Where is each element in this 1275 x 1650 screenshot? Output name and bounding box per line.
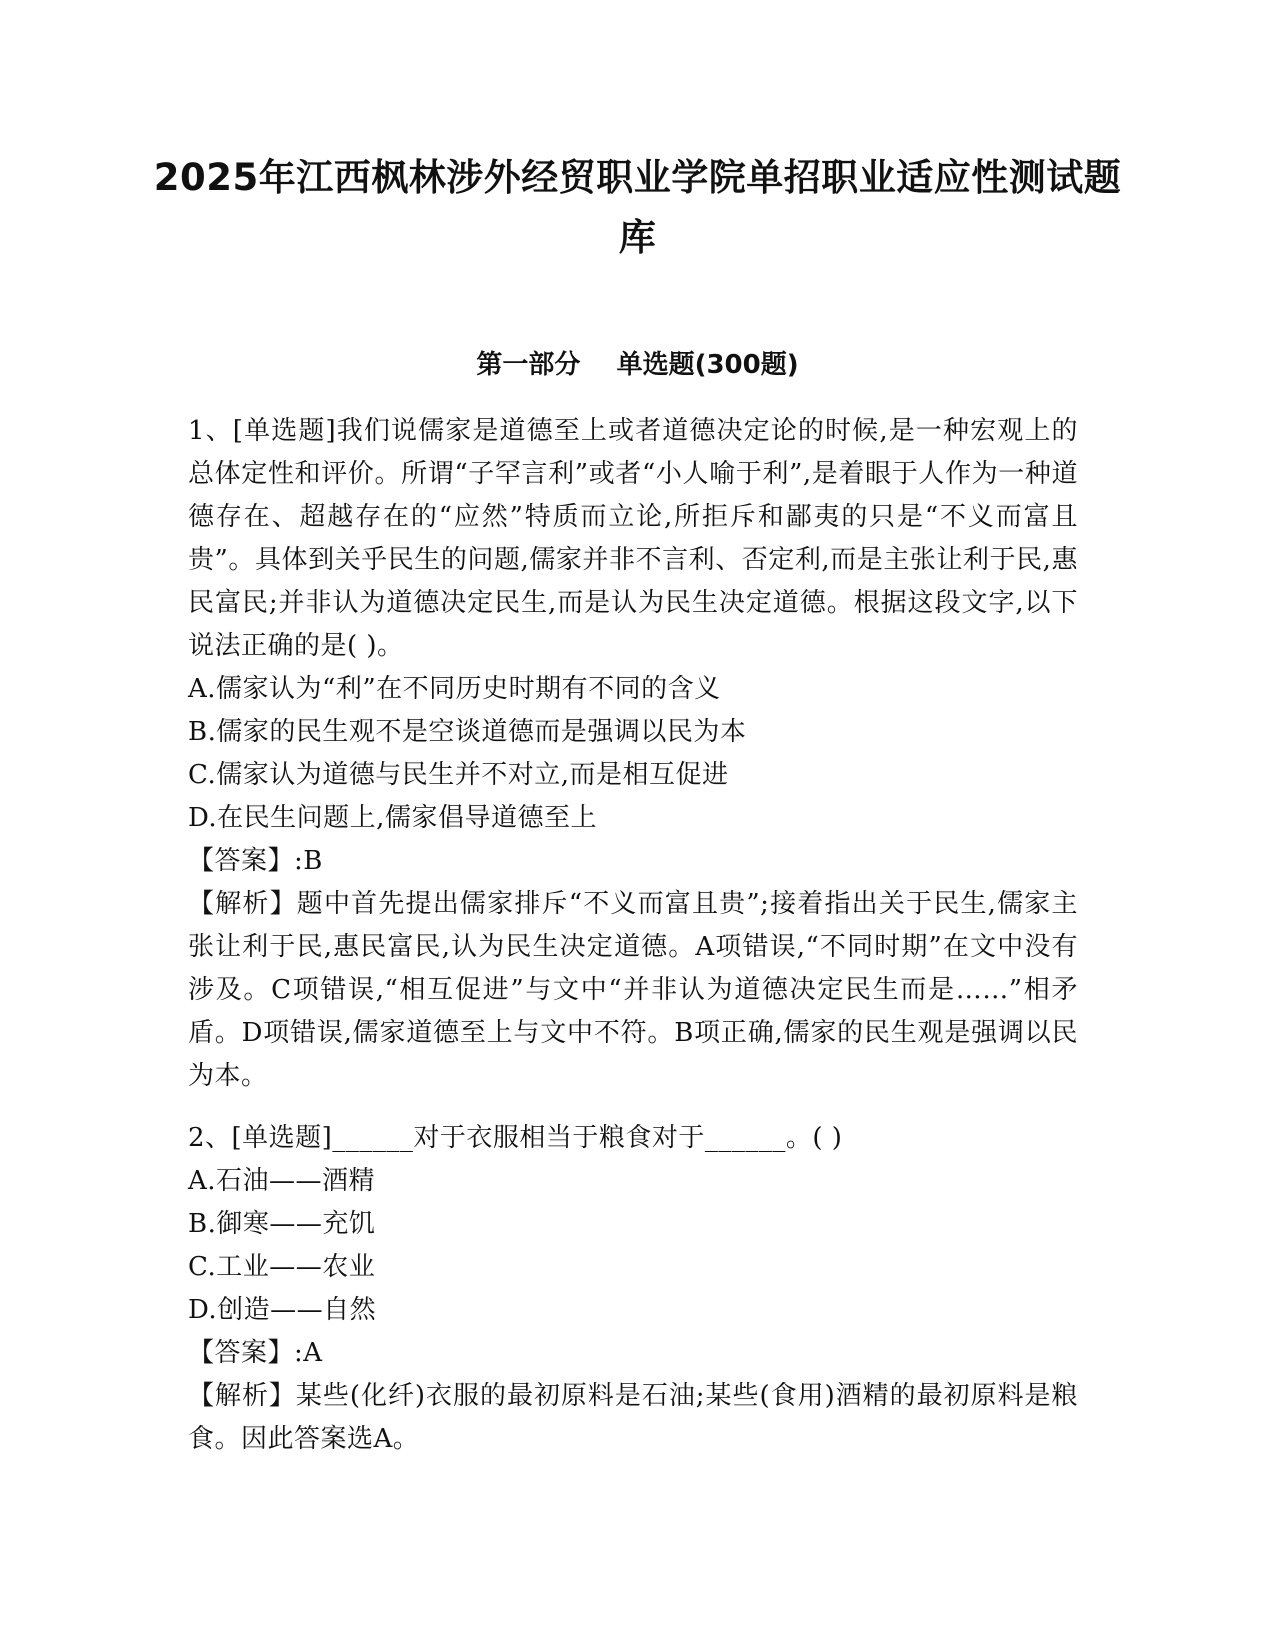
option-c: C.工业——农业 <box>188 1252 376 1282</box>
analysis: 【解析】题中首先提出儒家排斥“不义而富且贵”;接着指出关于民生,儒家主张让利于民,惠民富民,认为民生决定道德。A项错误,“不同时期”在文中没有涉及。C项错误,“相互促进”与文中“并非认为道德决定民生而是……”相矛盾。D项错误,儒家道德至上与文中不符。B项正确,儒家的民生观是强调以民为本。 <box>188 889 1078 1091</box>
option-d: D.创造——自然 <box>188 1295 377 1325</box>
answer: 【答案】:A <box>188 1338 323 1368</box>
option-b: B.儒家的民生观不是空谈道德而是强调以民为本 <box>188 717 747 747</box>
option-a: A.石油——酒精 <box>188 1166 376 1196</box>
section-title: 第一部分 单选题(300题) <box>476 350 799 380</box>
question-stem: 1、[单选题]我们说儒家是道德至上或者道德决定论的时候,是一种宏观上的总体定性和评价。所谓“子罕言利”或者“小人喻于利”,是着眼于人作为一种道德存在、超越存在的“应然”特质而立论,所拒斥和鄙夷的只是“不义而富且贵”。具体到关乎民生的问题,儒家并非不言利、否定利,而是主张让利于民,惠民富民;并非认为道德决定民生,而是认为民生决定道德。根据这段文字,以下说法正确的是( )。 <box>188 416 1078 661</box>
question-list <box>188 410 1078 1461</box>
option-d: D.在民生问题上,儒家倡导道德至上 <box>188 803 597 833</box>
analysis: 【解析】某些(化纤)衣服的最初原料是石油;某些(食用)酒精的最初原料是粮食。因此答案选A。 <box>188 1381 1078 1454</box>
question-item <box>188 410 1078 1098</box>
answer: 【答案】:B <box>188 846 323 876</box>
document-title: 2025年江西枫林涉外经贸职业学院单招职业适应性测试题库 <box>153 156 1122 259</box>
option-c: C.儒家认为道德与民生并不对立,而是相互促进 <box>188 760 729 790</box>
option-b: B.御寒——充饥 <box>188 1209 376 1239</box>
option-a: A.儒家认为“利”在不同历史时期有不同的含义 <box>188 674 721 704</box>
spacer <box>188 1098 1078 1117</box>
question-stem: 2、[单选题]______对于衣服相当于粮食对于______。( ) <box>188 1123 843 1153</box>
question-item <box>188 1117 1078 1461</box>
